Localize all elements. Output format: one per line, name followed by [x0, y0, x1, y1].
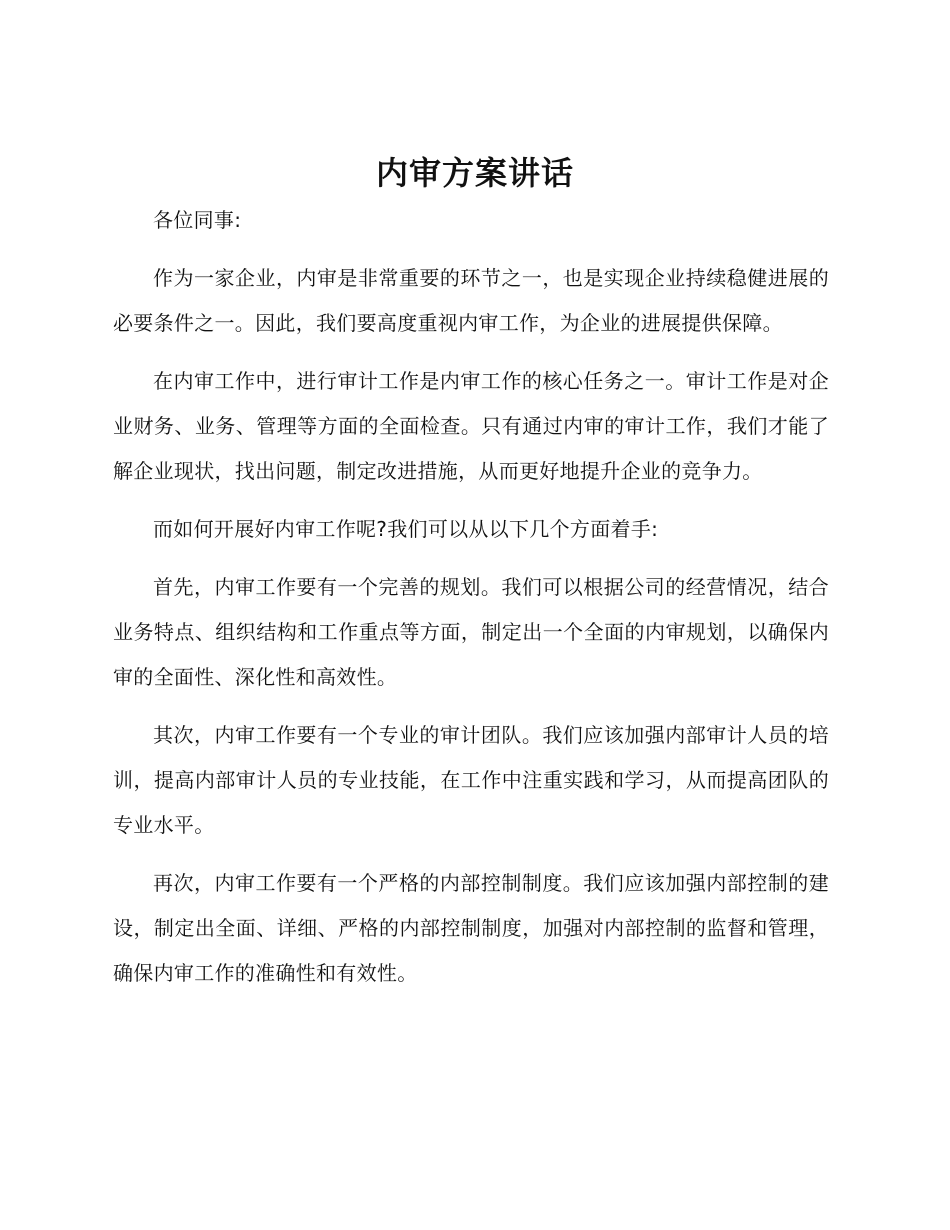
paragraph: 其次，内审工作要有一个专业的审计团队。我们应该加强内部审计人员的培训，提高内部审计人员的专业技能，在工作中注重实践和学习，从而提高团队的专业水平。 [113, 723, 829, 837]
paragraph: 而如何开展好内审工作呢?我们可以从以下几个方面着手: [153, 517, 659, 541]
document-body [113, 198, 829, 1009]
document-title: 内审方案讲话 [375, 154, 574, 192]
paragraph: 首先，内审工作要有一个完善的规划。我们可以根据公司的经营情况，结合业务特点、组织结构和工作重点等方面，制定出一个全面的内审规划，以确保内审的全面性、深化性和高效性。 [113, 575, 829, 689]
paragraph: 在内审工作中，进行审计工作是内审工作的核心任务之一。审计工作是对企业财务、业务、管理等方面的全面检查。只有通过内审的审计工作，我们才能了解企业现状，找出问题，制定改进措施，从而更好地提升企业的竞争力。 [113, 369, 829, 483]
paragraph: 作为一家企业，内审是非常重要的环节之一，也是实现企业持续稳健进展的必要条件之一。因此，我们要高度重视内审工作，为企业的进展提供保障。 [113, 266, 829, 335]
paragraph: 再次，内审工作要有一个严格的内部控制制度。我们应该加强内部控制的建设，制定出全面、详细、严格的内部控制制度，加强对内部控制的监督和管理，确保内审工作的准确性和有效性。 [113, 871, 829, 985]
salutation: 各位同事: [153, 208, 242, 232]
